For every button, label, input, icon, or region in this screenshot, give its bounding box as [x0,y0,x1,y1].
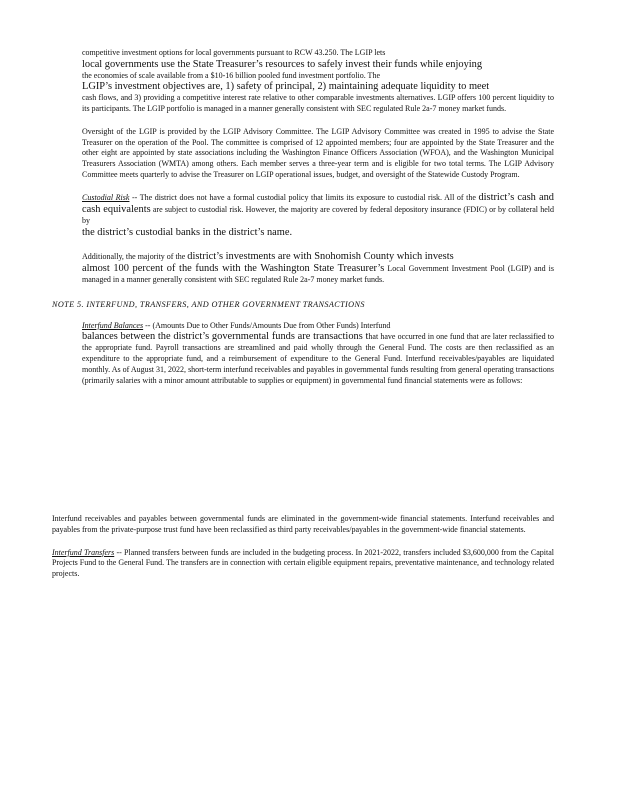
interfund-transfers-text: -- Planned transfers between funds are included in the budgeting process. In 2021-2022, transfers included $3,600,000 from the Capital Projects Fund to the General Fund. The transfers are in connection with certain eligible equipment repairs, preventative maintenance, and technology related projects. [52,547,554,579]
table-blank-area [52,398,554,514]
interfund-balances-label: Interfund Balances [82,320,144,330]
interfund-transfers-label: Interfund Transfers [52,547,115,557]
lgip-line-3: the economies of scale available from a $10-16 billion pooled fund investment portfolio. The [82,70,380,80]
lgip-line-5: cash flows, and 3) providing a competitive interest rate relative to other comparable investments [82,93,395,103]
custodial-risk-line-2c: are subject to custodial risk. [150,205,244,215]
interfund-balances-paragraph [52,321,554,387]
interfund-balances-line-1: -- (Amounts Due to Other Funds/Amounts Due from Other Funds) Interfund [143,320,391,330]
document-page [52,48,554,592]
lgip-line-2: local governments use the State Treasurer’s resources to safely invest their funds while enjoying [82,58,483,70]
interfund-transfers-paragraph [52,548,554,580]
custodial-risk-line-3: However, the majority are covered by federal depository insurance (FDIC) or by collateral held by [82,205,555,226]
lgip-paragraph [52,48,554,115]
oversight-paragraph: Oversight of the LGIP is provided by the LGIP Advisory Committee. The LGIP Advisory Committee was created in 1995 to advise the State Treasurer on the operation of the Pool. The committee is comprised of 12 appointed members; four are appointed by the State Treasurer and the other eight are appointed by state associations including the Washington Finance Officers Association (WFOA), and the Washington Municipal Treasurers Association (WMTA) among others. Each member serves a three-year term and is eligible for two total terms. The LGIP Advisory Committee meets quarterly to advise the Treasurer on LGIP operational issues, budget, and oversight of the Statewide Custody Program. [82,126,554,179]
lgip-line-4: LGIP’s investment objectives are, 1) safety of principal, 2) maintaining adequate liquidity to meet [82,81,490,93]
snohomish-line-2: almost 100 percent of the funds with the Washington State Treasurer’s [82,263,385,275]
note-5-heading: NOTE 5. INTERFUND, TRANSFERS, AND OTHER GOVERNMENT TRANSACTIONS [52,299,365,309]
elimination-paragraph: Interfund receivables and payables between governmental funds are eliminated in the government-wide financial statements. Interfund receivables and payables from the private-purpose trust fund have been reclassified as third party receivables/payables in the government-wide financial statements. [52,514,554,534]
interfund-balances-line-2: balances between the district’s governmental funds are transactions t [82,331,369,343]
lgip-line-6: alternatives. LGIP offers 100 percent liquidity to its participants. The LGIP portfolio is managed in a manner generally consistent with SEC regulated Rule 2a-7 money market funds. [82,93,554,114]
lgip-line-1: competitive investment options for local governments pursuant to RCW 43.250. The LGIP lets [82,48,386,57]
snohomish-paragraph [52,251,554,286]
snohomish-line-1a: Additionally, the majority of the [82,252,188,262]
custodial-risk-line-2b: district’s cash and cash equivalents [82,192,554,216]
snohomish-line-3: Local Government Investment Pool (LGIP) and is managed in a manner generally consistent with SEC regulated Rule 2a-7 money market funds. [82,264,554,285]
custodial-risk-paragraph [52,192,554,239]
custodial-risk-line-1: -- The district does not have a formal custodial policy that limits its exposure to [129,193,395,203]
snohomish-line-1b: district’s investments are with Snohomish County which invests [187,251,454,263]
custodial-risk-label: Custodial Risk [82,193,130,203]
custodial-risk-line-2a: custodial risk. All of the [396,193,479,203]
custodial-risk-line-4: the district’s custodial banks in the district’s name. [82,227,293,239]
interfund-balances-line-3: hat have occurred in one fund that are later reclassified to the appropriate fund. Payroll transactions are streamlined and paid wholly through the General Fund. The costs are then reclassified as an expenditure to the appropriate fund, and a reimbursement of expenditure to the General Fund. Interfund receivables/payables are liquidated monthly. As of August 31, 2022, short-term interfund receivables and payables in governmental funds resulting from general operating transactions (primarily salaries with a minor amount attributable to supplies or equipment) in governmental fund financial statements were as follows: [82,332,554,385]
